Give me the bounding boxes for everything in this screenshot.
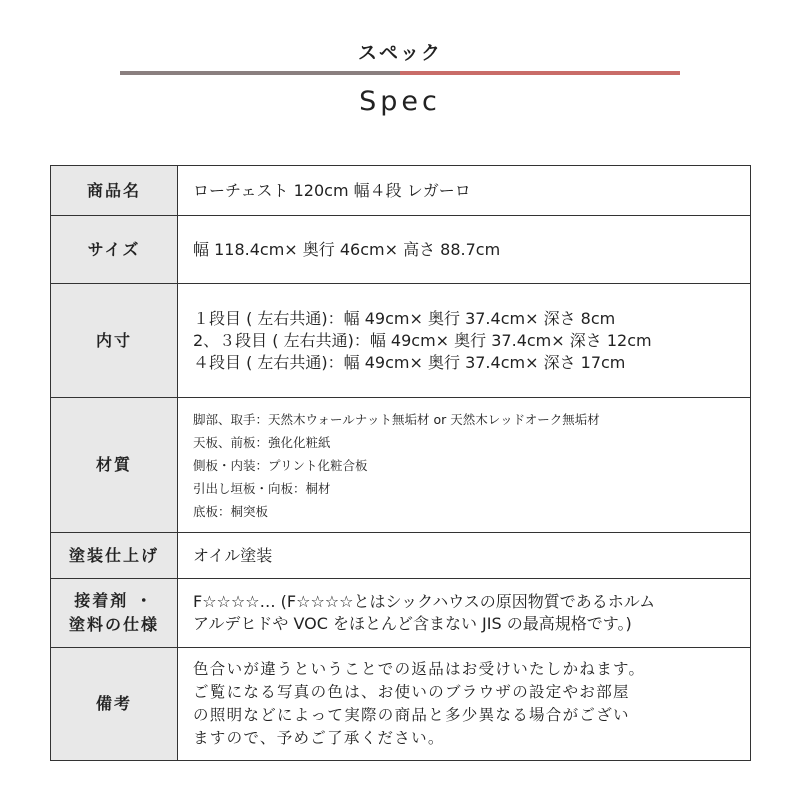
- value-line: 脚部、取手：天然木ウォールナット無垢材 or 天然木レッドオーク無垢材: [193, 411, 600, 427]
- row-value: [178, 533, 751, 579]
- table-row-finish: [51, 533, 751, 579]
- value-line: オイル塗装: [193, 545, 273, 565]
- row-label: 材質: [51, 398, 178, 533]
- row-label: サイズ: [51, 216, 178, 284]
- label-line: 塗料の仕様: [68, 615, 159, 634]
- table-row-adhesive: [51, 579, 751, 648]
- row-label: 備考: [51, 648, 178, 761]
- table-row-notes: [51, 648, 751, 761]
- value-line: 側板・内装：プリント化粧合板: [193, 457, 368, 473]
- value-line: 引出し垣板・向板：桐材: [193, 480, 331, 496]
- value-line: アルデヒドや VOC をほとんど含まない JIS の最高規格です。): [193, 614, 632, 633]
- row-value: [178, 579, 751, 648]
- value-line: 2、３段目 ( 左右共通)：幅 49cm× 奥行 37.4cm× 深さ 12cm: [193, 330, 652, 350]
- table-row-product-name: [51, 166, 751, 216]
- value-line: の照明などによって実際の商品と多少異なる場合がござい: [193, 706, 630, 724]
- value-line: ご覧になる写真の色は、お使いのブラウザの設定やお部屋: [193, 683, 630, 701]
- row-value: [178, 398, 751, 533]
- section-title-en: Spec: [359, 86, 441, 117]
- value-line: ４段目 ( 左右共通)：幅 49cm× 奥行 37.4cm× 深さ 17cm: [193, 352, 626, 372]
- row-label: 商品名: [51, 166, 178, 216]
- divider-right: [400, 71, 680, 75]
- row-label: [51, 579, 178, 648]
- table-row-size: [51, 216, 751, 284]
- value-line: 天板、前板：強化化粧紙: [193, 434, 331, 450]
- row-label: 内寸: [51, 284, 178, 398]
- value-line: １段目 ( 左右共通)：幅 49cm× 奥行 37.4cm× 深さ 8cm: [193, 308, 616, 328]
- table-row-material: [51, 398, 751, 533]
- value-line: 幅 118.4cm× 奥行 46cm× 高さ 88.7cm: [193, 239, 501, 259]
- divider-left: [120, 71, 400, 75]
- value-line: 色合いが違うということでの返品はお受けいたしかねます。: [193, 660, 646, 678]
- row-value: [178, 166, 751, 216]
- label-line: 接着剤 ・: [74, 591, 154, 610]
- row-value: [178, 284, 751, 398]
- value-line: F☆☆☆☆… (F☆☆☆☆とはシックハウスの原因物質であるホルム: [193, 592, 656, 611]
- value-line: ますので、予めご了承ください。: [193, 729, 445, 747]
- table-row-inner-size: [51, 284, 751, 398]
- section-title-jp: スペック: [357, 42, 442, 64]
- row-label: 塗装仕上げ: [51, 533, 178, 579]
- row-value: [178, 216, 751, 284]
- value-line: ローチェスト 120cm 幅４段 レガーロ: [193, 180, 471, 200]
- spec-table: [50, 165, 751, 761]
- row-value: [178, 648, 751, 761]
- value-line: 底板：桐突板: [193, 503, 269, 519]
